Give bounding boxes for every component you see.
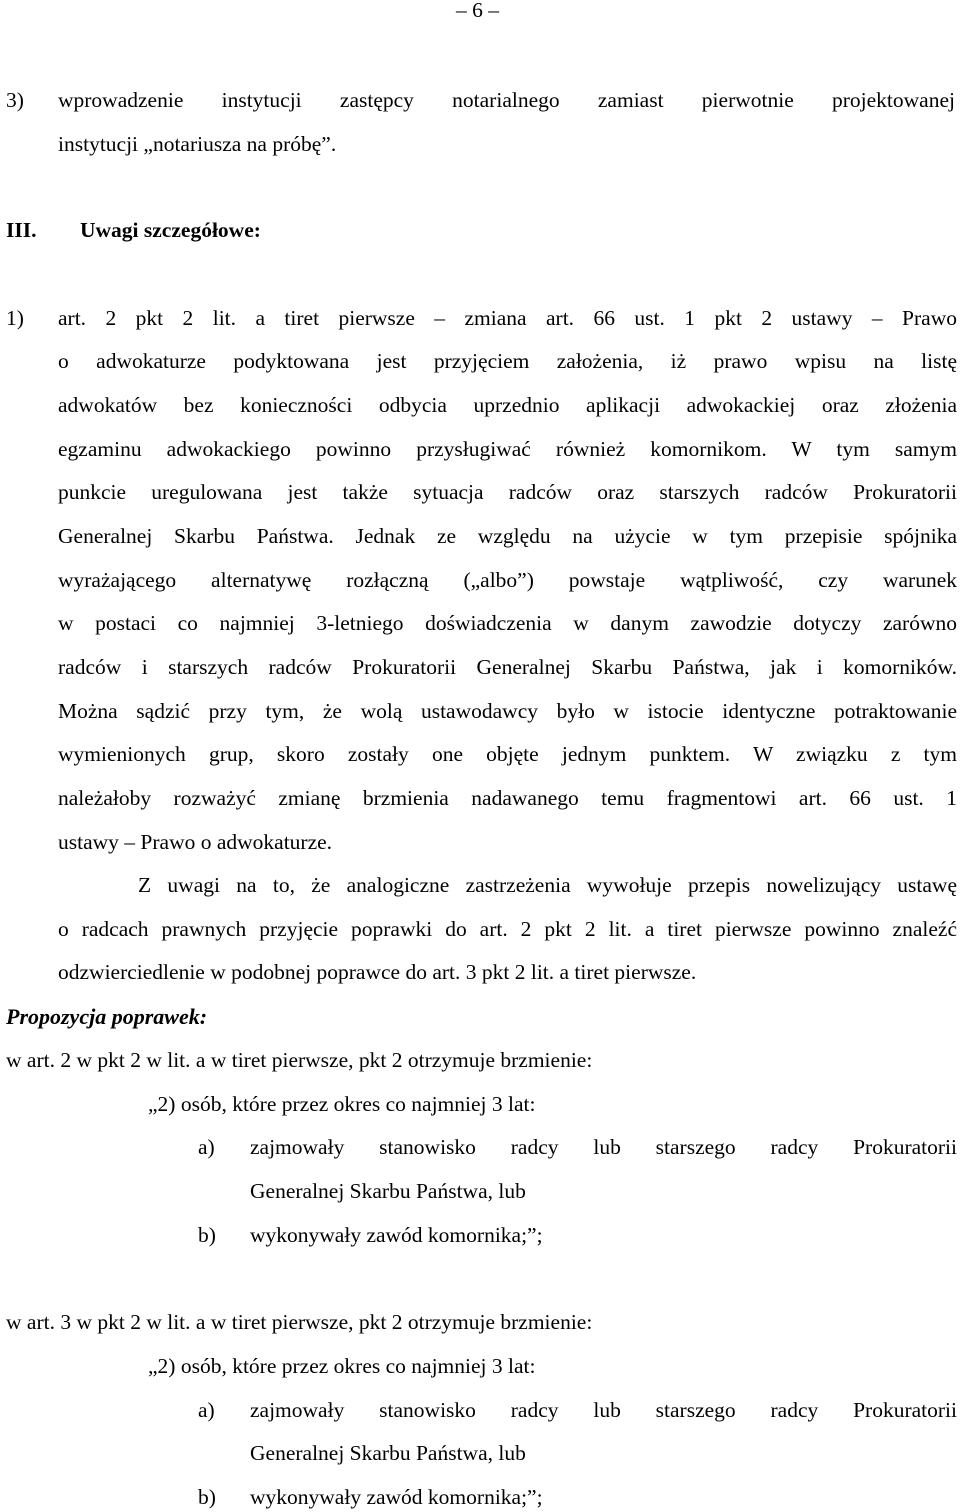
paragraph-line: należałoby rozważyć zmianę brzmienia nadawanego temu fragmentowi art. 66 ust. 1	[58, 786, 957, 810]
list-number: 1)	[6, 306, 24, 330]
paragraph-line: odzwierciedlenie w podobnej poprawce do art. 3 pkt 2 lit. a tiret pierwsze.	[58, 960, 697, 984]
sublist-line: zajmowały stanowisko radcy lub starszego radcy Prokuratorii	[250, 1135, 957, 1159]
page-number: – 6 –	[456, 0, 499, 22]
paragraph-line: radców i starszych radców Prokuratorii Generalnej Skarbu Państwa, jak i komorników.	[58, 655, 957, 679]
sublist-line: zajmowały stanowisko radcy lub starszego radcy Prokuratorii	[250, 1398, 957, 1422]
amendment-quote: „2) osób, które przez okres co najmniej 3 lat:	[148, 1092, 536, 1116]
paragraph-line: o radcach prawnych przyjęcie poprawki do art. 2 pkt 2 lit. a tiret pierwsze powinno znaleźć	[58, 917, 957, 941]
section-title: Uwagi szczegółowe:	[80, 218, 261, 242]
paragraph-line: instytucji „notariusza na próbę”.	[58, 132, 337, 156]
paragraph-line: w postaci co najmniej 3-letniego doświadczenia w danym zawodzie dotyczy zarówno	[58, 611, 957, 635]
paragraph-line: wprowadzenie instytucji zastępcy notarialnego zamiast pierwotnie projektowanej	[58, 88, 955, 112]
paragraph-line: art. 2 pkt 2 lit. a tiret pierwsze – zmiana art. 66 ust. 1 pkt 2 ustawy – Prawo	[58, 306, 957, 330]
paragraph-line: ustawy – Prawo o adwokaturze.	[58, 830, 333, 854]
paragraph-line: egzaminu adwokackiego powinno przysługiwać również komornikom. W tym samym	[58, 437, 957, 461]
paragraph-line: wymienionych grup, skoro zostały one objęte jednym punktem. W związku z tym	[58, 742, 957, 766]
paragraph-line: punkcie uregulowana jest także sytuacja radców oraz starszych radców Prokuratorii	[58, 480, 957, 504]
sublist-line: wykonywały zawód komornika;”;	[250, 1223, 543, 1247]
sublist-line: Generalnej Skarbu Państwa, lub	[250, 1179, 526, 1203]
amendment-intro: w art. 2 w pkt 2 w lit. a w tiret pierwsze, pkt 2 otrzymuje brzmienie:	[6, 1048, 593, 1072]
sublist-label: b)	[198, 1223, 216, 1247]
sublist-label: a)	[198, 1398, 215, 1422]
sublist-line: Generalnej Skarbu Państwa, lub	[250, 1441, 526, 1465]
paragraph-line: Z uwagi na to, że analogiczne zastrzeżenia wywołuje przepis nowelizujący ustawę	[138, 873, 957, 897]
sublist-line: wykonywały zawód komornika;”;	[250, 1485, 543, 1509]
list-number: 3)	[6, 88, 24, 112]
paragraph-line: wyrażającego alternatywę rozłączną („albo”) powstaje wątpliwość, czy warunek	[58, 568, 957, 592]
section-number: III.	[6, 218, 37, 242]
paragraph-line: adwokatów bez konieczności odbycia uprzednio aplikacji adwokackiej oraz złożenia	[58, 393, 957, 417]
amendment-quote: „2) osób, które przez okres co najmniej 3 lat:	[148, 1354, 536, 1378]
amendment-intro: w art. 3 w pkt 2 w lit. a w tiret pierwsze, pkt 2 otrzymuje brzmienie:	[6, 1310, 593, 1334]
paragraph-line: Można sądzić przy tym, że wolą ustawodawcy było w istocie identyczne potraktowanie	[58, 699, 957, 723]
paragraph-line: o adwokaturze podyktowana jest przyjęciem założenia, iż prawo wpisu na listę	[58, 349, 957, 373]
sublist-label: a)	[198, 1135, 215, 1159]
sublist-label: b)	[198, 1485, 216, 1509]
proposal-heading: Propozycja poprawek:	[6, 1004, 208, 1029]
paragraph-line: Generalnej Skarbu Państwa. Jednak ze względu na użycie w tym przepisie spójnika	[58, 524, 957, 548]
